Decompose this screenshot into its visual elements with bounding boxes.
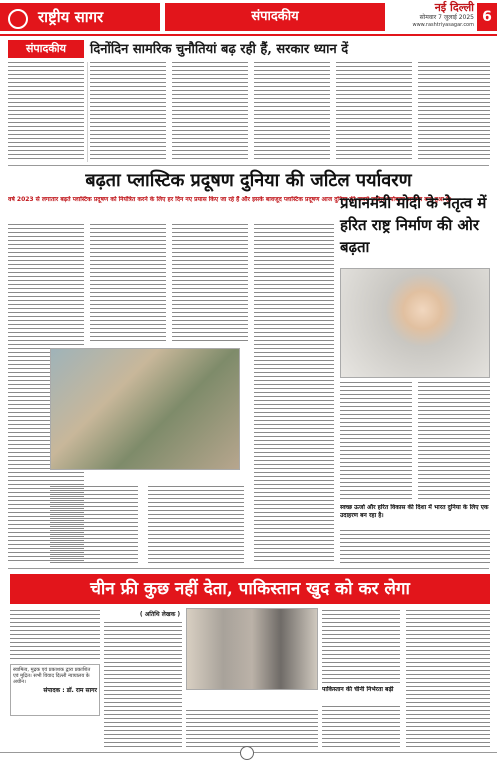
editorial-headline: दिनोंदिन सामरिक चुनौतियां बढ़ रही हैं, सरकार ध्यान दें <box>90 42 349 57</box>
editorial-column-4 <box>254 62 330 162</box>
china-story-byline: ( अतिथि लेखक ) <box>139 611 181 618</box>
modi-story-column-2 <box>418 382 490 502</box>
china-story-column-4 <box>322 706 400 748</box>
modi-story-bold-quote: स्वच्छ ऊर्जा और हरित विकास की दिशा में भारत दुनिया के लिए एक उदाहरण बन रहा है। <box>340 504 489 519</box>
editorial-column-2 <box>90 62 166 162</box>
editorial-column-3 <box>172 62 248 162</box>
column-divider <box>87 62 88 162</box>
section-divider <box>8 165 489 166</box>
leaders-photo <box>186 608 318 690</box>
modi-story-column-3 <box>340 530 490 566</box>
dateline-place: नई दिल्ली <box>434 1 474 14</box>
dateline-website: www.rashtriyasagar.com <box>412 22 474 28</box>
china-story-column-1 <box>104 622 182 748</box>
brand-logo: राष्ट्रीय सागर <box>0 3 160 31</box>
main-story-column-2 <box>90 224 166 344</box>
registration-mark-icon <box>240 746 254 760</box>
editorial-column-6 <box>418 62 490 162</box>
main-story-intro: वर्ष 2023 से लगातार बढ़ते प्लास्टिक प्रदूषण को नियंत्रित करने के लिए हर दिन नए प्रयास किए जा रहे हैं और इसके बावजूद प्लास्टिक प्रदूषण आज दुनिया की सबसे जटिल पर्यावरण समस्या बना हुआ है। <box>8 196 452 203</box>
main-story-headline: बढ़ता प्लास्टिक प्रदूषण दुनिया की जटिल पर्यावरण <box>85 170 412 191</box>
china-story-column-5 <box>406 610 490 748</box>
plastic-waste-photo <box>50 348 240 470</box>
editorial-column-1 <box>8 62 84 162</box>
china-story-headline: चीन फ्री कुछ नहीं देता, पाकिस्तान खुद को कर लेगा <box>10 574 490 604</box>
main-story-column-5 <box>50 486 138 566</box>
section-divider <box>8 568 489 569</box>
imprint-box <box>10 664 100 716</box>
editorial-column-5 <box>336 62 412 162</box>
china-story-column-2 <box>186 710 318 748</box>
editor-name: संपादक : डॉ. राम सागर <box>43 687 97 694</box>
section-title: संपादकीय <box>165 3 385 31</box>
main-story-column-3 <box>172 224 248 344</box>
imprint-text: स्वामित्व, मुद्रक एवं प्रकाशक द्वारा प्रकाशित एवं मुद्रित। सभी विवाद दिल्ली न्यायालय के अधीन। <box>13 667 91 685</box>
main-story-column-6 <box>148 486 244 566</box>
modi-story-column-1 <box>340 382 412 502</box>
modi-story-headline: प्रधानमंत्री मोदी के नेतृत्व में हरित राष्ट्र निर्माण की ओर बढ़ता <box>340 194 487 256</box>
page-number: 6 <box>477 3 497 31</box>
masthead-rule <box>0 34 497 36</box>
dateline <box>388 1 474 33</box>
pm-modi-photo <box>340 268 490 378</box>
china-story-subhead: पाकिस्तान की चीनी निर्भरता बढ़ी <box>322 686 394 693</box>
masthead <box>0 0 497 36</box>
editorial-tag: संपादकीय <box>8 40 84 58</box>
factbox-body <box>10 610 100 660</box>
china-story-column-3 <box>322 610 400 684</box>
main-story-column-4 <box>254 224 334 564</box>
dateline-date: सोमवार 7 जुलाई 2025 <box>419 14 474 21</box>
